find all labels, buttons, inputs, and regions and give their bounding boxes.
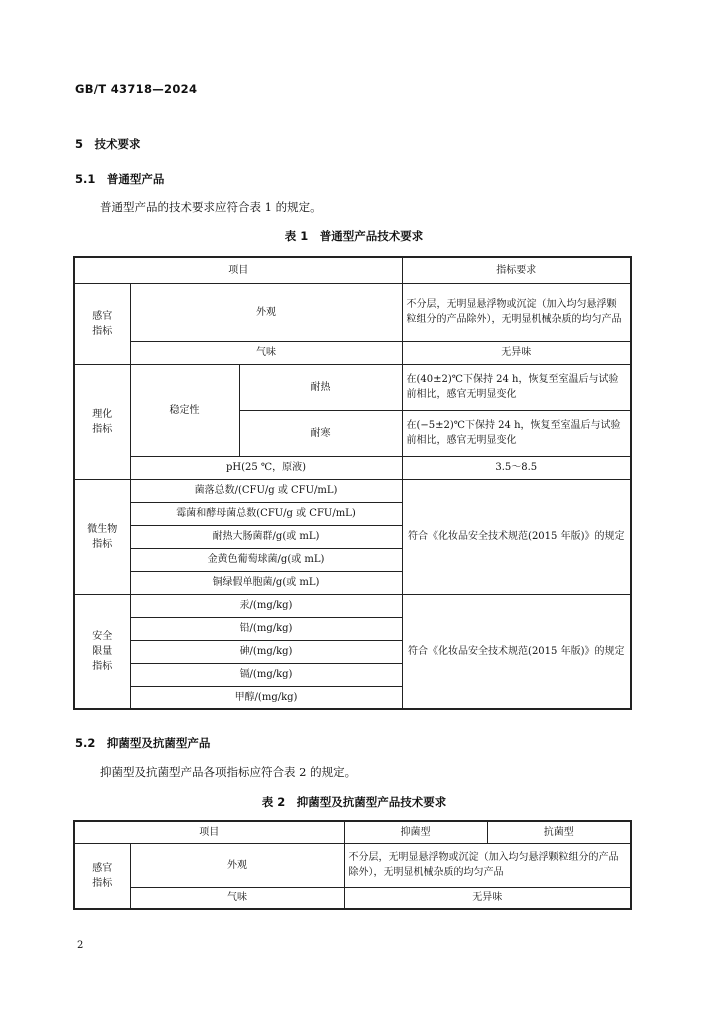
micro-requirement: 符合《化妆品安全技术规范(2015 年版)》的规定 xyxy=(402,479,631,594)
table-1 xyxy=(73,256,632,710)
heat-requirement: 在(40±2)℃下保持 24 h，恢复至室温后与试验前相比，感官无明显变化 xyxy=(402,364,631,410)
table-1-caption: 表 1 普通型产品技术要求 xyxy=(284,229,424,243)
table-row xyxy=(74,364,631,410)
odor-requirement: 无异味 xyxy=(402,341,631,364)
standard-number: GB/T 43718—2024 xyxy=(75,82,198,96)
table-row xyxy=(74,887,631,909)
safety-item: 砷/(mg/kg) xyxy=(130,640,402,663)
table-row xyxy=(74,456,631,479)
table-1-header-item: 项目 xyxy=(74,257,402,283)
table-row xyxy=(74,283,631,341)
appearance-requirement: 不分层，无明显悬浮物或沉淀（加入均匀悬浮颗粒组分的产品除外），无明显机械杂质的均匀产品 xyxy=(402,283,631,341)
section-5-1-title: 5.1 普通型产品 xyxy=(75,172,165,186)
micro-item: 铜绿假单胞菌/g(或 mL) xyxy=(130,571,402,594)
table-2-appearance-requirement: 不分层，无明显悬浮物或沉淀（加入均匀悬浮颗粒组分的产品除外），无明显机械杂质的均匀产品 xyxy=(344,843,631,887)
table-2-odor-label: 气味 xyxy=(130,887,344,909)
cold-requirement: 在(−5±2)℃下保持 24 h，恢复至室温后与试验前相比，感官无明显变化 xyxy=(402,410,631,456)
table-2-header-antibacterial: 抗菌型 xyxy=(487,821,631,843)
table-1-header-req: 指标要求 xyxy=(402,257,631,283)
table-2-appearance-label: 外观 xyxy=(130,843,344,887)
micro-item: 金黄色葡萄球菌/g(或 mL) xyxy=(130,548,402,571)
micro-item: 菌落总数/(CFU/g 或 CFU/mL) xyxy=(130,479,402,502)
safety-item: 铅/(mg/kg) xyxy=(130,617,402,640)
stability-label: 稳定性 xyxy=(130,364,239,456)
safety-item: 汞/(mg/kg) xyxy=(130,594,402,617)
table-row xyxy=(74,341,631,364)
table-row xyxy=(74,594,631,617)
safety-item: 甲醇/(mg/kg) xyxy=(130,686,402,709)
odor-label: 气味 xyxy=(130,341,402,364)
table-2-header-item: 项目 xyxy=(74,821,344,843)
ph-label: pH(25 ℃，原液) xyxy=(130,456,402,479)
section-5-2-title: 5.2 抑菌型及抗菌型产品 xyxy=(75,736,211,750)
table-row xyxy=(74,479,631,502)
section-5-1-intro: 普通型产品的技术要求应符合表 1 的规定。 xyxy=(100,200,322,214)
table-2 xyxy=(73,820,632,910)
micro-item: 霉菌和酵母菌总数(CFU/g 或 CFU/mL) xyxy=(130,502,402,525)
safety-requirement: 符合《化妆品安全技术规范(2015 年版)》的规定 xyxy=(402,594,631,709)
table-1-header-row xyxy=(74,257,631,283)
sensory-group-label: 感官 指标 xyxy=(74,283,130,364)
physchem-group-label: 理化 指标 xyxy=(74,364,130,479)
table-2-caption: 表 2 抑菌型及抗菌型产品技术要求 xyxy=(261,795,447,809)
heat-label: 耐热 xyxy=(239,364,402,410)
cold-label: 耐寒 xyxy=(239,410,402,456)
table-row xyxy=(74,843,631,887)
safety-group-label: 安全 限量 指标 xyxy=(74,594,130,709)
table-2-sensory-group-label: 感官 指标 xyxy=(74,843,130,909)
page-number: 2 xyxy=(77,940,84,951)
safety-item: 镉/(mg/kg) xyxy=(130,663,402,686)
table-2-odor-requirement: 无异味 xyxy=(344,887,631,909)
table-2-header-row xyxy=(74,821,631,843)
section-5-2-intro: 抑菌型及抗菌型产品各项指标应符合表 2 的规定。 xyxy=(100,765,357,779)
micro-group-label: 微生物 指标 xyxy=(74,479,130,594)
section-5-title: 5 技术要求 xyxy=(75,137,141,151)
table-2-header-bacteriostatic: 抑菌型 xyxy=(344,821,487,843)
ph-requirement: 3.5～8.5 xyxy=(402,456,631,479)
micro-item: 耐热大肠菌群/g(或 mL) xyxy=(130,525,402,548)
appearance-label: 外观 xyxy=(130,283,402,341)
